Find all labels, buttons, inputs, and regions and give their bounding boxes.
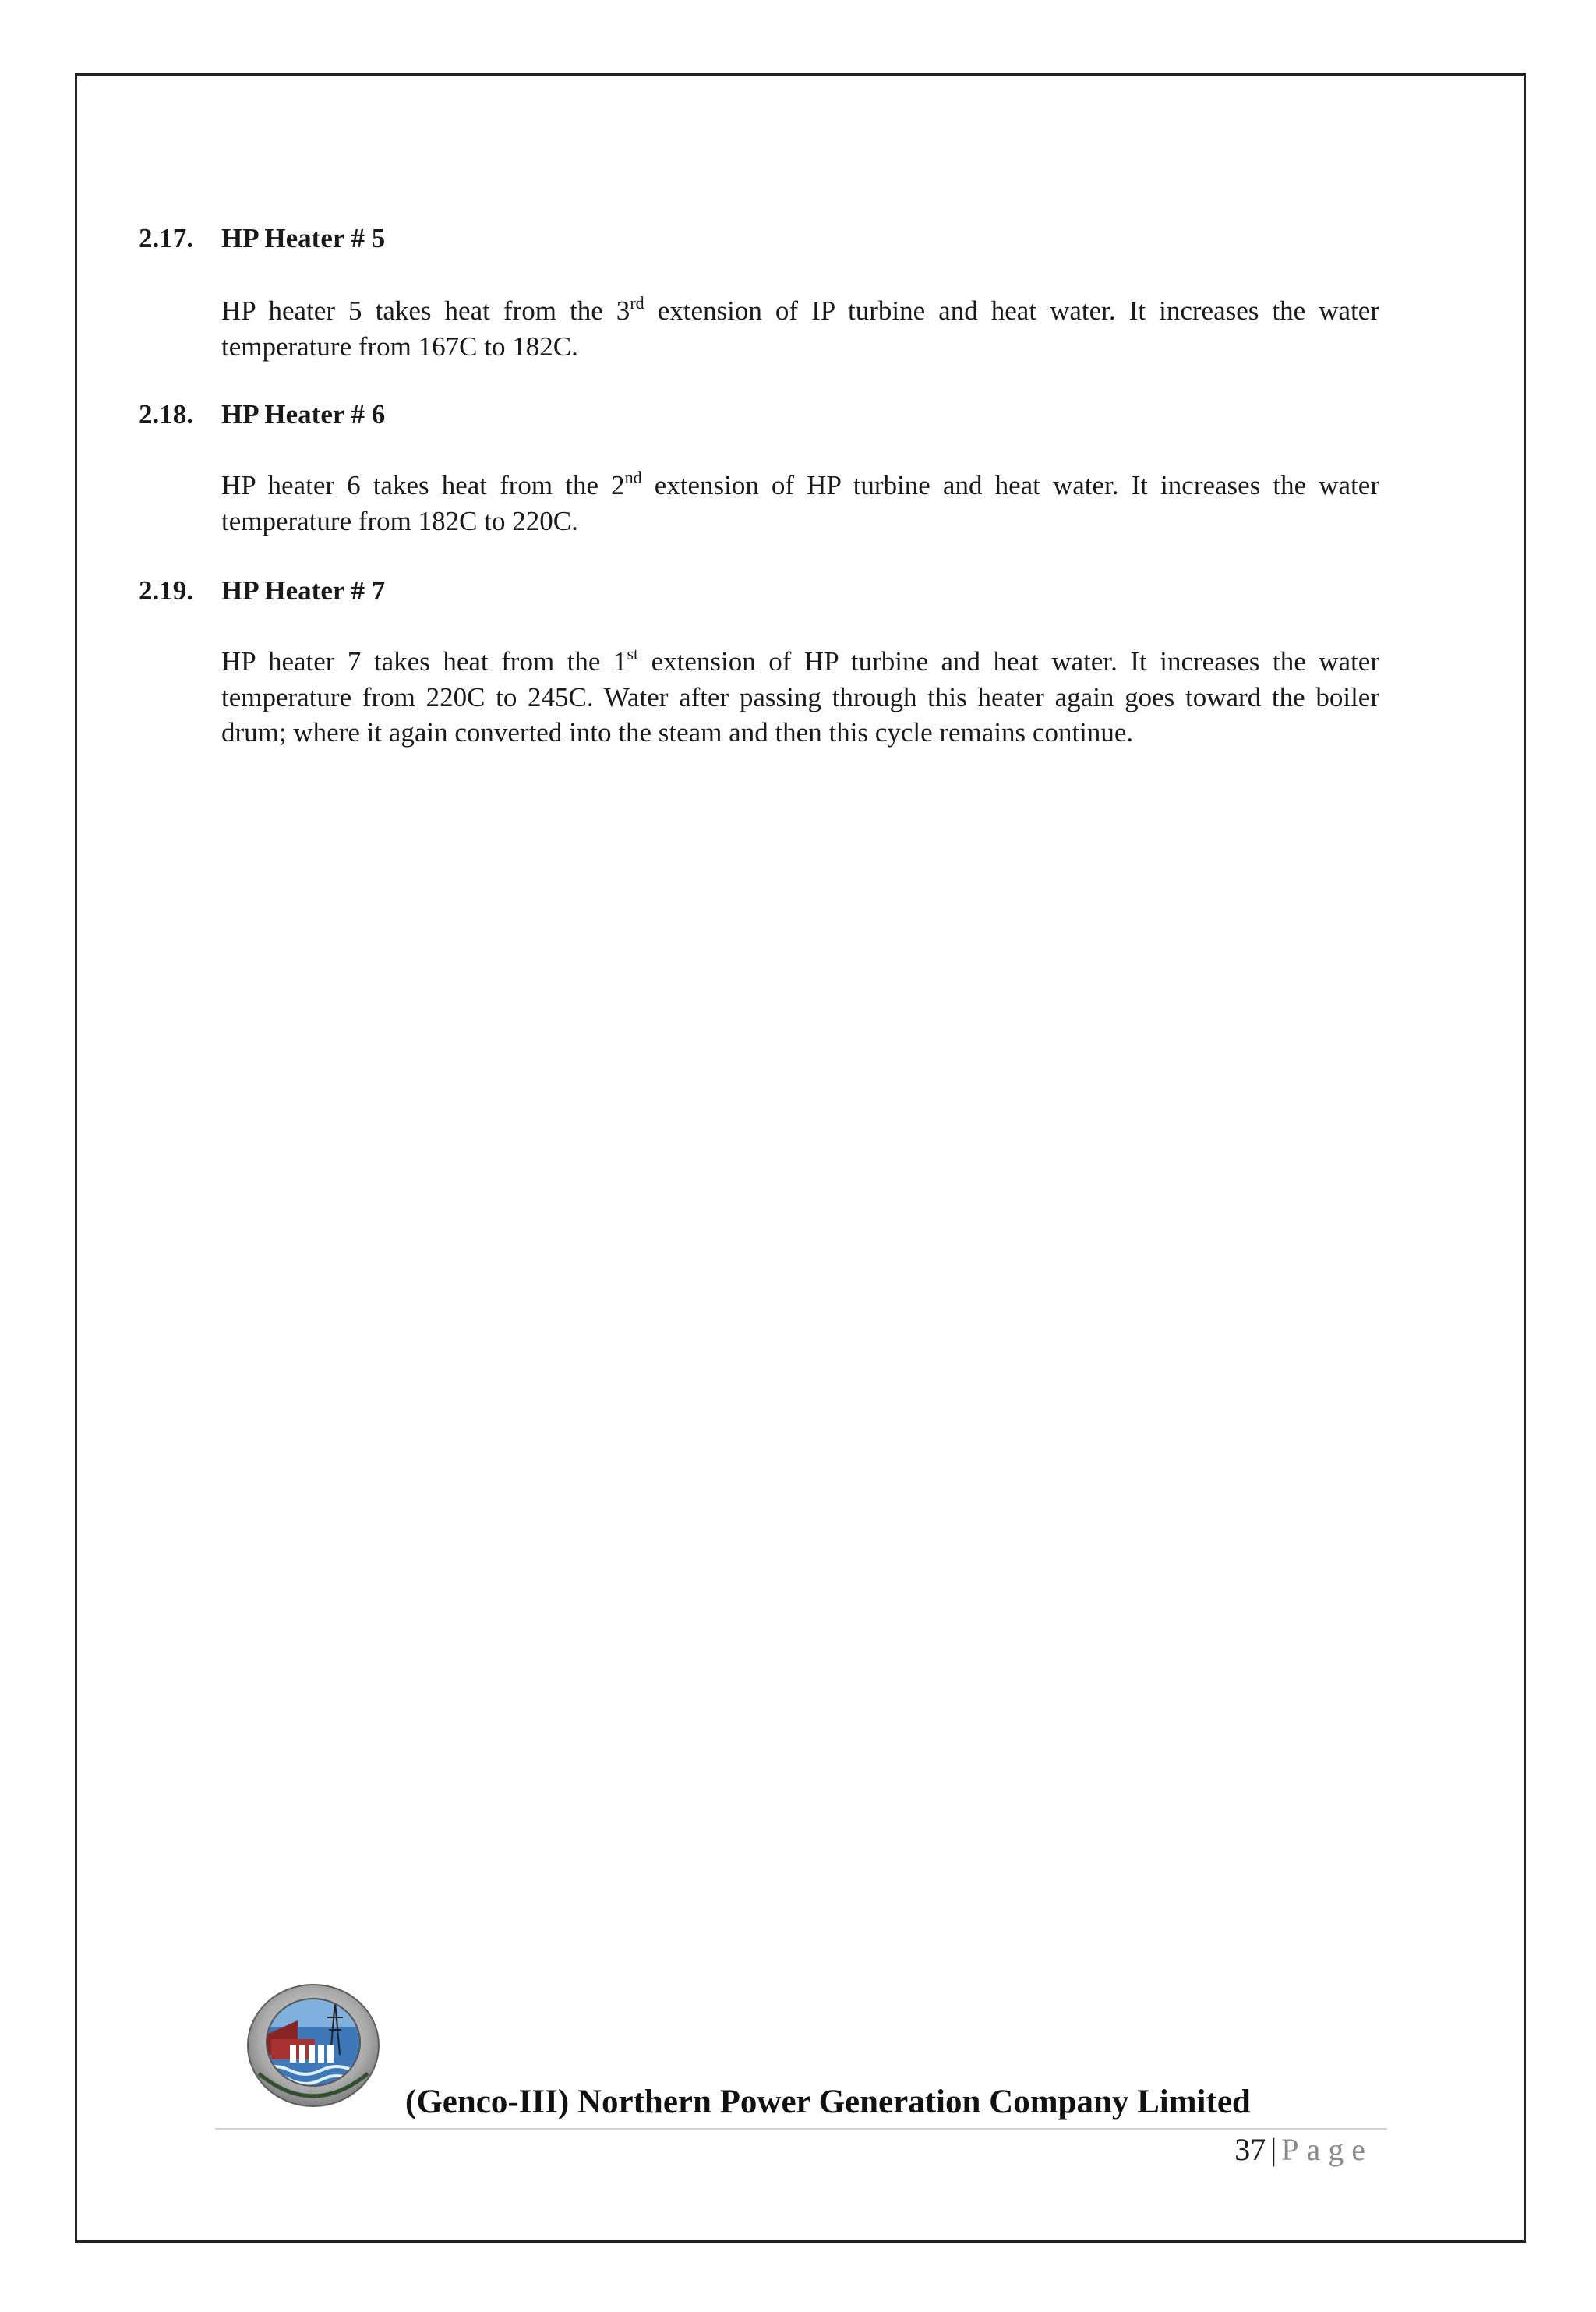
paragraph-text: extension of IP turbine and heat water. It increases the water temperature from 167C to 182C. — [221, 295, 1379, 362]
paragraph-text: HP heater 6 takes heat from the 2 — [221, 470, 625, 500]
section-paragraph-2-17 — [221, 293, 1379, 364]
section-paragraph-2-18 — [221, 468, 1379, 539]
section-heading-2-17 — [139, 223, 385, 254]
paragraph-text: extension of HP turbine and heat water. It increases the water temperature from 220C to 245C. Water after passing through this heater again goes toward the boiler drum; where it again converted into the steam and then this cycle remains continue. — [221, 646, 1379, 748]
page-number-separator: | — [1270, 2132, 1277, 2167]
paragraph-text: HP heater 5 takes heat from the 3 — [221, 295, 630, 326]
section-title: HP Heater # 6 — [221, 399, 386, 430]
section-title: HP Heater # 5 — [221, 223, 386, 253]
section-title: HP Heater # 7 — [221, 575, 386, 606]
section-paragraph-2-19 — [221, 644, 1379, 751]
section-number: 2.17. — [139, 223, 193, 253]
page-number-value: 37 — [1234, 2132, 1266, 2167]
section-heading-2-18 — [139, 399, 385, 430]
ordinal-superscript: rd — [630, 293, 644, 313]
section-number: 2.18. — [139, 399, 193, 430]
paragraph-text: extension of HP turbine and heat water. It increases the water temperature from 182C to 220C. — [221, 470, 1379, 536]
footer-divider — [215, 2128, 1387, 2130]
company-seal-icon — [243, 1980, 383, 2111]
ordinal-superscript: st — [627, 644, 639, 663]
page-label: Page — [1281, 2132, 1373, 2167]
section-number: 2.19. — [139, 575, 193, 606]
page-number — [1234, 2131, 1373, 2169]
footer-company-name: (Genco-III) Northern Power Generation Company Limited — [405, 2084, 1251, 2120]
paragraph-text: HP heater 7 takes heat from the 1 — [221, 646, 627, 677]
ordinal-superscript: nd — [624, 468, 642, 487]
section-heading-2-19 — [139, 575, 385, 606]
